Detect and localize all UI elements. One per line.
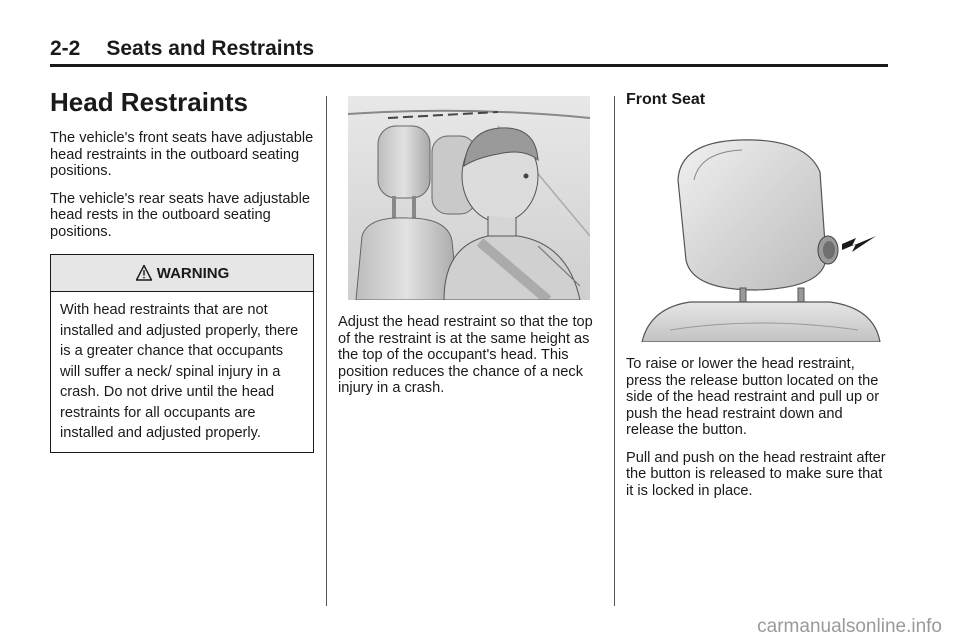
column-2 [338, 96, 600, 408]
watermark: carmanualsonline.info [757, 616, 942, 637]
front-seat-release-button-illustration [630, 120, 888, 342]
adjust-paragraph: Adjust the head restraint so that the top of the restraint is at the same height as the top of the occupant's head. This position reduces the chance of a neck injury in a crash. [338, 314, 593, 396]
front-seat-heading: Front Seat [626, 91, 706, 108]
occupant-head-restraint-illustration [348, 96, 600, 300]
column-3 [626, 90, 888, 510]
lock-check-paragraph: Pull and push on the head restraint after the button is released to make sure that it is locked in place. [626, 449, 886, 499]
page-number: 2-2 [50, 37, 81, 60]
warning-icon [135, 264, 153, 282]
column-1 [50, 86, 314, 453]
rear-seats-paragraph: The vehicle's rear seats have adjustable head rests in the outboard seating positions. [50, 190, 310, 240]
warning-box [50, 254, 314, 453]
raise-lower-paragraph: To raise or lower the head restraint, press the release button located on the side of the head restraint and pull up or push the head restraint down and release the button. [626, 356, 880, 438]
column-divider-1 [326, 96, 327, 606]
intro-paragraph: The vehicle's front seats have adjustable head restraints in the outboard seating positions. [50, 130, 314, 179]
column-divider-2 [614, 96, 615, 606]
warning-label: WARNING [156, 264, 230, 282]
warning-text: With head restraints that are not installed and adjusted properly, there is a greater chance that occupants will suffer a neck/ spinal injury in a crash. Do not drive until the head restraints for all occupants are installed and adjusted properly. [60, 302, 299, 441]
warning-header [51, 255, 313, 292]
section-title: Seats and Restraints [106, 37, 315, 60]
page-header [50, 34, 888, 67]
page-title: Head Restraints [50, 87, 248, 117]
